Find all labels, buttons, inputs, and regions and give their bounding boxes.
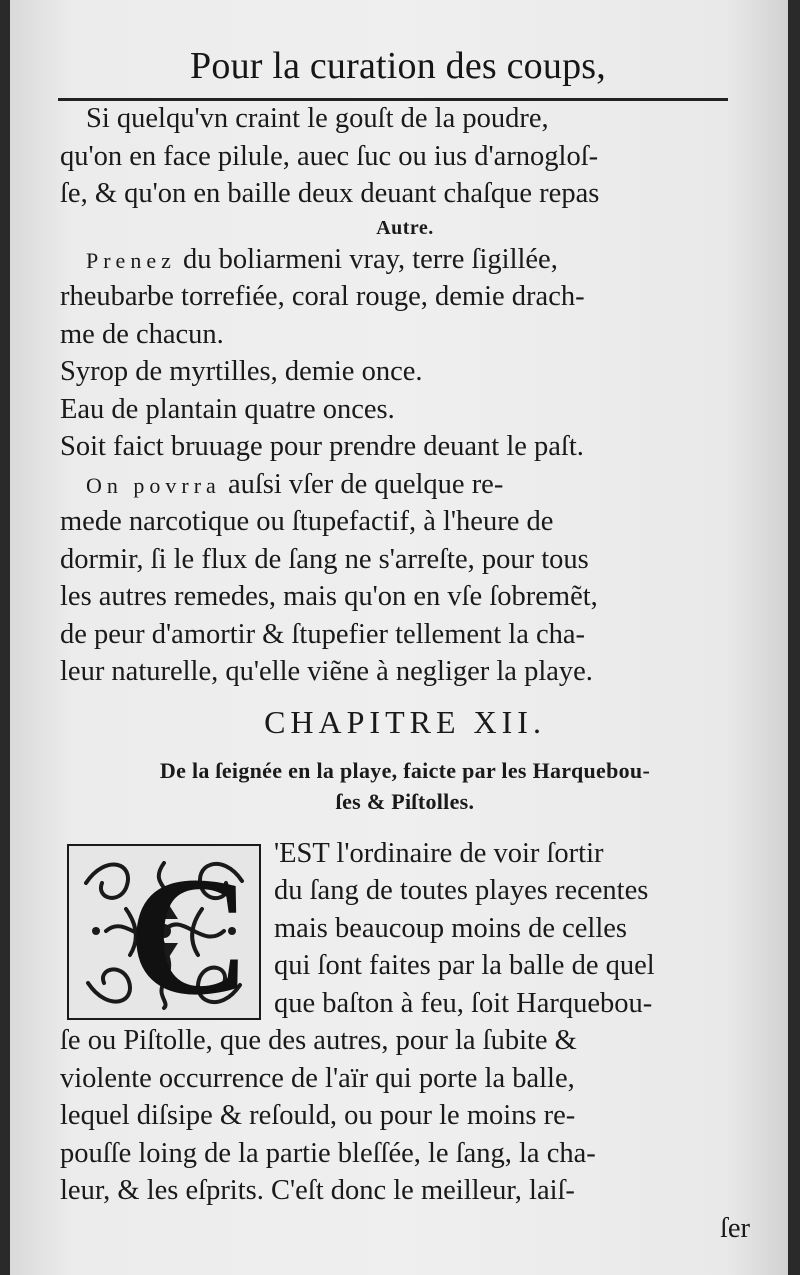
section-title (60, 755, 750, 817)
line-rest: auſsi vſer de quelque re- (220, 468, 504, 500)
text-line: mais beaucoup moins de celles (274, 912, 627, 944)
text-line: mede narcotique ou ſtupefactif, à l'heure de (60, 506, 554, 537)
text-line: me de chacun. (60, 318, 224, 350)
dropcap-letter: C (128, 842, 251, 1021)
text-line: du ſang de toutes playes recentes (274, 875, 649, 906)
text-line: violente occurrence de l'aïr qui porte la balle, (60, 1062, 575, 1094)
text-line (60, 241, 750, 279)
running-head: Pour la curation des coups, (190, 45, 606, 87)
text-line: Eau de plantain quatre onces. (60, 393, 395, 425)
text-line: lequel diſsipe & reſould, ou pour le moins re- (60, 1100, 576, 1131)
text-line: rheubarbe torrefiée, coral rouge, demie drach- (60, 281, 585, 312)
ornamental-initial-c-icon (66, 843, 262, 1021)
text-line (60, 466, 750, 504)
text-line: leur, & les eſprits. C'eſt donc le meilleur, laiſ- (60, 1175, 575, 1206)
text-line: que baſton à feu, ſoit Harquebou- (274, 987, 653, 1019)
catchword: ſer (719, 1212, 750, 1244)
page-body (60, 100, 750, 1247)
text-line: qui ſont faites par la balle de quel (274, 950, 655, 981)
text-line: ſe ou Piſtolle, que des autres, pour la ſubite & (60, 1025, 577, 1056)
text-line: Soit faict bruuage pour prendre deuant le paſt. (60, 431, 584, 462)
lead-word: Prenez (86, 247, 176, 273)
recipe-subhead: Autre. (376, 216, 434, 239)
text-line: ſe, & qu'on en baille deux deuant chaſque repas (60, 178, 600, 209)
text-line: qu'on en face pilule, auec ſuc ou ius d'arnogloſ- (60, 140, 599, 172)
spacer (60, 817, 750, 835)
lead-word: On povrra (86, 472, 221, 498)
chapter-heading: CHAPITRE XII. (264, 703, 546, 740)
text-line: pouſſe loing de la partie bleſſée, le ſang, la cha- (60, 1137, 596, 1169)
text-line: Syrop de myrtilles, demie once. (60, 356, 423, 387)
line-rest: du boliarmeni vray, terre ſigillée, (175, 243, 558, 275)
opening-paragraph (60, 835, 750, 1248)
text-line: de peur d'amortir & ſtupefier tellement la cha- (60, 618, 586, 650)
text-line: leur naturelle, qu'elle viẽne à negliger la playe. (60, 656, 593, 687)
section-title-line: De la ſeignée en la playe, faicte par les Harquebou- (159, 757, 651, 783)
spacer (60, 743, 750, 755)
section-title-line: ſes & Piſtolles. (335, 788, 475, 814)
text-line: les autres remedes, mais qu'on en vſe ſobremẽt, (60, 581, 598, 612)
text-line: 'EST l'ordinaire de voir ſortir (274, 837, 604, 869)
text-line: dormir, ſi le flux de ſang ne s'arreſte, pour tous (60, 543, 589, 575)
text-line: Si quelqu'vn craint le gouſt de la poudre, (86, 103, 549, 134)
book-page (10, 0, 788, 1275)
